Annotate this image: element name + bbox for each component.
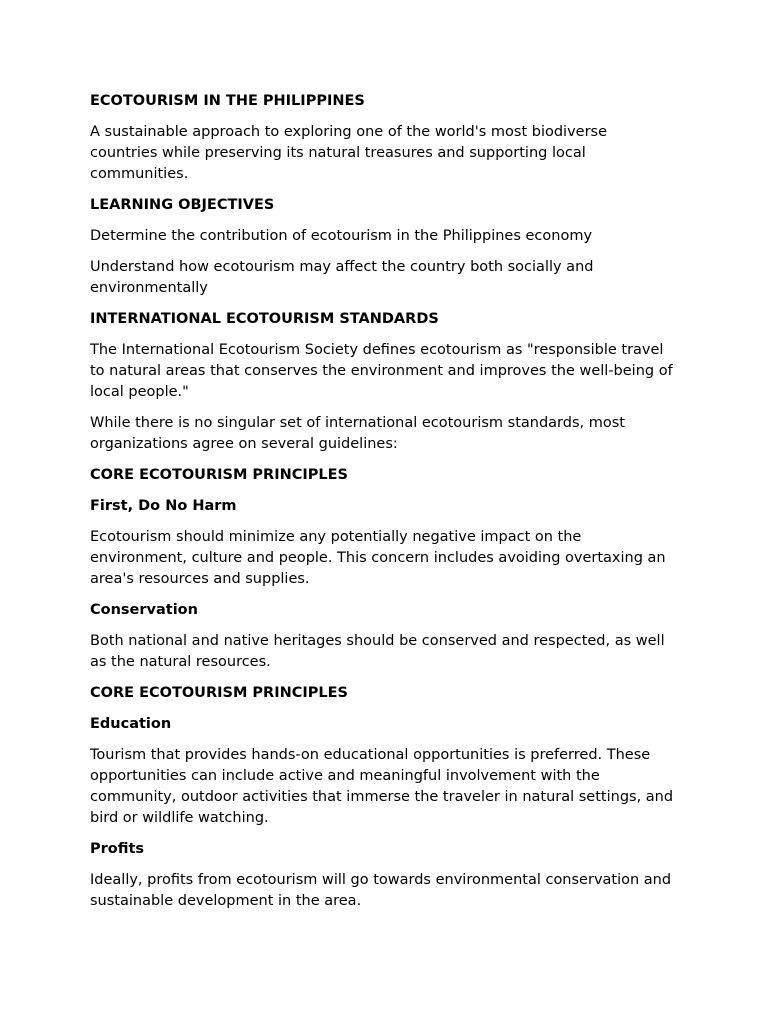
document-title: ECOTOURISM IN THE PHILIPPINES bbox=[90, 93, 365, 109]
principle-title: Conservation bbox=[90, 602, 198, 618]
principle-title: Profits bbox=[90, 841, 145, 857]
principle-title: First, Do No Harm bbox=[90, 498, 237, 514]
standards-paragraph: The International Ecotourism Society defines ecotourism as "responsible travel to natural areas that conserves the environment and improves the well-being of local people." bbox=[90, 342, 673, 400]
principle-text: Ecotourism should minimize any potentially negative impact on the environment, culture and people. This concern includes avoiding overtaxing an area's resources and supplies. bbox=[90, 529, 666, 587]
principle-text: Both national and native heritages should be conserved and respected, as well as the natural resources. bbox=[90, 633, 665, 670]
objective-item: Determine the contribution of ecotourism in the Philippines economy bbox=[90, 228, 593, 244]
principles-heading: CORE ECOTOURISM PRINCIPLES bbox=[90, 685, 349, 701]
principles-heading: CORE ECOTOURISM PRINCIPLES bbox=[90, 467, 349, 483]
learning-objectives-heading: LEARNING OBJECTIVES bbox=[90, 197, 275, 213]
principle-text: Tourism that provides hands-on educational opportunities is preferred. These opportunities can include active and meaningful involvement with the community, outdoor activities that immerse the traveler in natural settings, and bird or wildlife watching. bbox=[90, 747, 674, 826]
intro-paragraph: A sustainable approach to exploring one of the world's most biodiverse countries while preserving its natural treasures and supporting local communities. bbox=[90, 124, 608, 182]
principle-title: Education bbox=[90, 716, 172, 732]
standards-heading: INTERNATIONAL ECOTOURISM STANDARDS bbox=[90, 311, 439, 327]
standards-paragraph: While there is no singular set of international ecotourism standards, most organizations agree on several guidelines: bbox=[90, 415, 625, 452]
principle-text: Ideally, profits from ecotourism will go towards environmental conservation and sustainable development in the area. bbox=[90, 872, 672, 909]
objective-item: Understand how ecotourism may affect the country both socially and environmentally bbox=[90, 259, 594, 296]
document-content bbox=[90, 91, 678, 912]
